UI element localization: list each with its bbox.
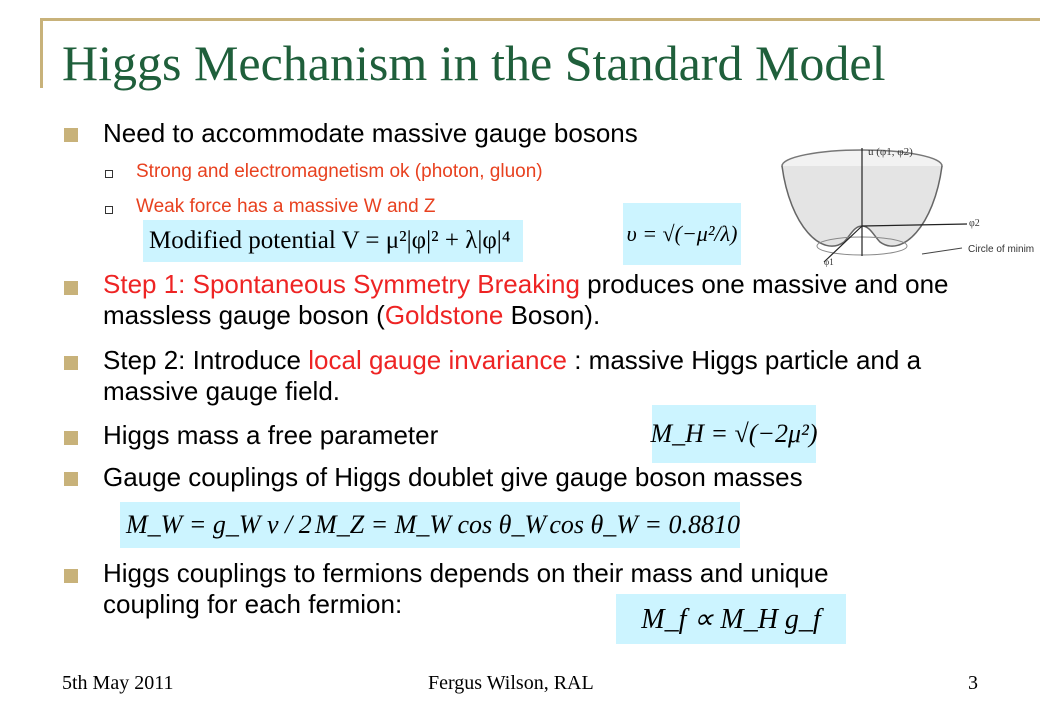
bullet-marker [64, 281, 78, 295]
bullet-marker [64, 569, 78, 583]
equation-higgs-mass: M_H = √(−2μ²) [652, 405, 816, 463]
figure-phi1-label: φ1 [824, 257, 834, 267]
goldstone-red-text: Goldstone [384, 300, 504, 330]
footer-date: 5th May 2011 [62, 672, 174, 694]
equation-cos: cos θ_W = 0.8810 [549, 510, 740, 539]
sub-bullet-strong-em: Strong and electromagnetism ok (photon, gluon) [136, 161, 543, 182]
bullet-gauge-couplings: Gauge couplings of Higgs doublet give gauge boson masses [103, 462, 803, 492]
equation-mz: M_Z = M_W cos θ_W [315, 510, 547, 539]
bullet-higgs-mass: Higgs mass a free parameter [103, 420, 439, 450]
bullet-fermion-couplings: Higgs couplings to fermions depends on their mass and unique coupling for each fermion: [103, 558, 829, 619]
figure-axis-label: u (φ1, φ2) [868, 146, 913, 158]
bullet-step2 [103, 345, 963, 407]
frame-vertical-line [40, 18, 43, 88]
bullet-step1 [103, 269, 983, 331]
footer-page-number: 3 [968, 672, 978, 694]
sub-bullet-weak-force: Weak force has a massive W and Z [136, 196, 436, 217]
equation-fermion-mass: M_f ∝ M_H g_f [616, 594, 846, 644]
local-gauge-red-text: local gauge invariance [308, 345, 567, 375]
equation-mw: M_W = g_W ν / 2 [126, 510, 312, 539]
step2-text-b: : massive Higgs particle and a massive gauge field. [103, 345, 922, 406]
step1-text-b: Boson). [503, 300, 601, 330]
figure-phi2-label: φ2 [969, 218, 980, 229]
equation-gauge-masses [120, 502, 740, 548]
step2-text-a: Step 2: Introduce [103, 345, 309, 375]
bullet-marker [64, 128, 78, 142]
equation-modified-potential: Modified potential V = μ²|φ|² + λ|φ|⁴ [143, 220, 523, 262]
figure-caption: Circle of minim [968, 244, 1035, 255]
footer-author: Fergus Wilson, RAL [428, 672, 594, 694]
bullet-marker [64, 431, 78, 445]
bullet-marker [64, 472, 78, 486]
sub-bullet-marker [105, 206, 113, 214]
step1-text-a: produces one massive and one massless gauge boson ( [103, 269, 949, 330]
equation-vev: υ = √(−μ²/λ) [623, 203, 741, 265]
frame-horizontal-line [40, 18, 1040, 21]
bullet-marker [64, 356, 78, 370]
bullet-accommodate: Need to accommodate massive gauge bosons [103, 118, 638, 148]
sub-bullet-marker [105, 170, 113, 178]
step1-red-text: Step 1: Spontaneous Symmetry Breaking [103, 269, 580, 299]
slide-title: Higgs Mechanism in the Standard Model [62, 35, 886, 91]
